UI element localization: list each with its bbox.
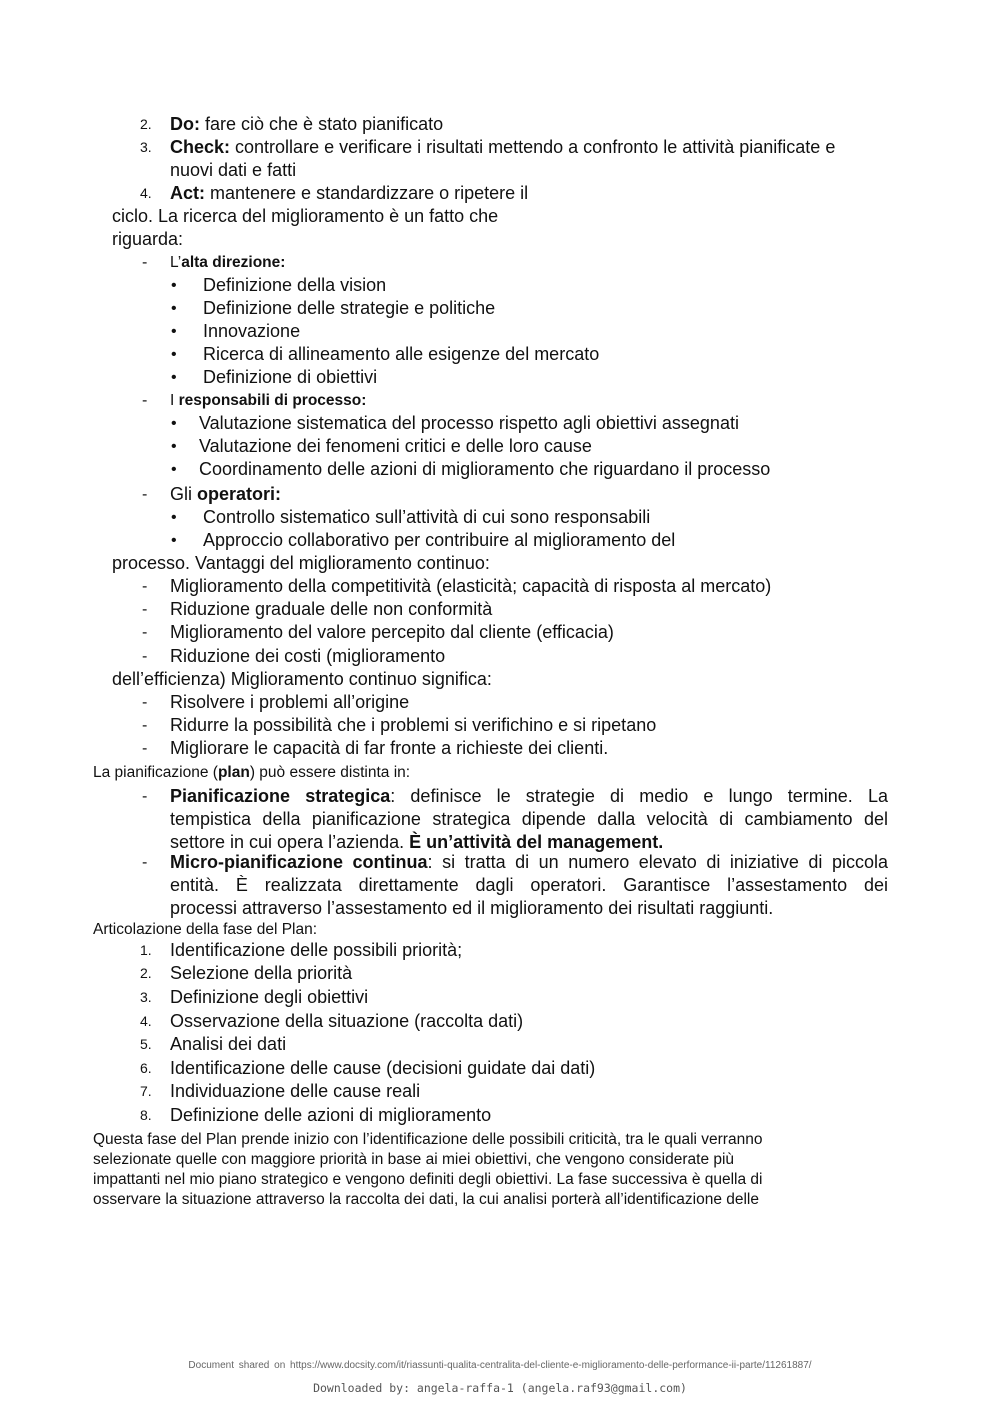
document-shared-footer: Document shared on https://www.docsity.com/it/riassunti-qualita-centralita-del-cliente-e-miglioramento-delle-performance-ii-parte/11261887/ [188,1360,812,1371]
paragraph-line: selezionate quelle con maggiore priorità in base ai miei obiettivi, che vengono considerate più [93,1151,735,1168]
list-item: Identificazione delle possibili priorità; [170,940,463,960]
list-item: Definizione delle strategie e politiche [203,298,496,318]
plan-type-micro-line: processi attraverso l’assestamento ed il miglioramento dei risultati raggiunti. [170,898,774,918]
bullet-icon: • [171,509,177,526]
dash-marker: - [142,392,148,409]
plan-type-micro-line: entità. È realizzata direttamente dagli operatori. Garantisce l’assestamento dei [170,875,888,895]
significa-intro: dell’efficienza) Miglioramento continuo significa: [112,669,492,689]
step-do: Do: fare ciò che è stato pianificato [170,114,444,134]
step-act: Act: mantenere e standardizzare o ripetere il [170,183,529,203]
list-item: Definizione della vision [203,275,387,295]
step-number: 3. [140,989,152,1005]
step-check-continued: nuovi dati e fatti [170,160,297,180]
dash-marker: - [142,854,148,871]
step-number: 5. [140,1036,152,1052]
downloaded-by-footer: Downloaded by: angela-raffa-1 (angela.raf93@gmail.com) [313,1381,687,1395]
step-number: 7. [140,1083,152,1099]
list-item: Osservazione della situazione (raccolta dati) [170,1011,524,1031]
dash-marker: - [142,717,148,734]
plan-type-strategica-line: settore in cui opera l’azienda. È un’attività del management. [170,832,664,852]
bullet-icon: • [171,369,177,386]
list-item: Definizione di obiettivi [203,367,378,387]
list-item: Valutazione dei fenomeni critici e delle loro cause [199,436,592,456]
bullet-icon: • [171,532,177,549]
vantaggi-intro: processo. Vantaggi del miglioramento continuo: [112,553,490,573]
list-item: Definizione degli obiettivi [170,987,369,1007]
list-item: Miglioramento del valore percepito dal cliente (efficacia) [170,622,614,642]
list-item: Approccio collaborativo per contribuire al miglioramento del [203,530,676,550]
bullet-icon: • [171,277,177,294]
list-item: Analisi dei dati [170,1034,287,1054]
paragraph-line: impattanti nel mio piano strategico e vengono definiti degli obiettivi. La fase successiva è quella di [93,1171,763,1188]
list-item: Identificazione delle cause (decisioni guidate dai dati) [170,1058,596,1078]
plan-type-micro-line: Micro-pianificazione continua: si tratta di un numero elevato di iniziative di piccola [170,852,888,872]
list-item: Innovazione [203,321,301,341]
bullet-icon: • [171,415,177,432]
bullet-icon: • [171,323,177,340]
step-number: 1. [140,942,152,958]
list-item: Valutazione sistematica del processo rispetto agli obiettivi assegnati [199,413,739,433]
list-item: Riduzione dei costi (miglioramento [170,646,446,666]
step-check: Check: controllare e verificare i risultati mettendo a confronto le attività pianificate e [170,137,836,157]
bullet-icon: • [171,461,177,478]
list-item: Miglioramento della competitività (elasticità; capacità di risposta al mercato) [170,576,772,596]
list-item: Definizione delle azioni di miglioramento [170,1105,492,1125]
step-number: 2. [140,965,152,981]
group-heading-operatori: Gli operatori: [170,484,282,504]
plan-intro: La pianificazione (plan) può essere distinta in: [93,764,411,781]
dash-marker: - [142,486,148,503]
bullet-icon: • [171,300,177,317]
group-heading-responsabili: I responsabili di processo: [170,392,367,409]
dash-marker: - [142,601,148,618]
list-item: Risolvere i problemi all’origine [170,692,410,712]
paragraph-line: osservare la situazione attraverso la raccolta dei dati, la cui analisi porterà all’identificazione delle [93,1191,759,1208]
list-item: Riduzione graduale delle non conformità [170,599,493,619]
dash-marker: - [142,254,148,271]
list-item: Individuazione delle cause reali [170,1081,421,1101]
step-number: 4. [140,1013,152,1029]
list-item: Migliorare le capacità di far fronte a richieste dei clienti. [170,738,609,758]
list-item: Ridurre la possibilità che i problemi si verifichino e si ripetano [170,715,657,735]
step-number: 8. [140,1107,152,1123]
list-item: Selezione della priorità [170,963,353,983]
step-number: 2. [140,116,152,132]
articolazione-intro: Articolazione della fase del Plan: [93,921,318,938]
plan-type-strategica-line: tempistica della pianificazione strategica dipende dalla velocità di cambiamento del [170,809,888,829]
intro-line: riguarda: [112,229,184,249]
dash-marker: - [142,648,148,665]
dash-marker: - [142,694,148,711]
dash-marker: - [142,740,148,757]
bullet-icon: • [171,346,177,363]
dash-marker: - [142,578,148,595]
dash-marker: - [142,624,148,641]
dash-marker: - [142,788,148,805]
step-number: 6. [140,1060,152,1076]
list-item: Coordinamento delle azioni di miglioramento che riguardano il processo [199,459,771,479]
intro-line: ciclo. La ricerca del miglioramento è un fatto che [112,206,499,226]
step-number: 3. [140,139,152,155]
plan-type-strategica-line: Pianificazione strategica: definisce le strategie di medio e lungo termine. La [170,786,888,806]
paragraph-line: Questa fase del Plan prende inizio con l’identificazione delle possibili criticità, tra le quali verranno [93,1131,763,1148]
group-heading-alta-direzione: L’alta direzione: [170,254,286,271]
list-item: Controllo sistematico sull’attività di cui sono responsabili [203,507,651,527]
list-item: Ricerca di allineamento alle esigenze del mercato [203,344,600,364]
step-number: 4. [140,185,152,201]
bullet-icon: • [171,438,177,455]
